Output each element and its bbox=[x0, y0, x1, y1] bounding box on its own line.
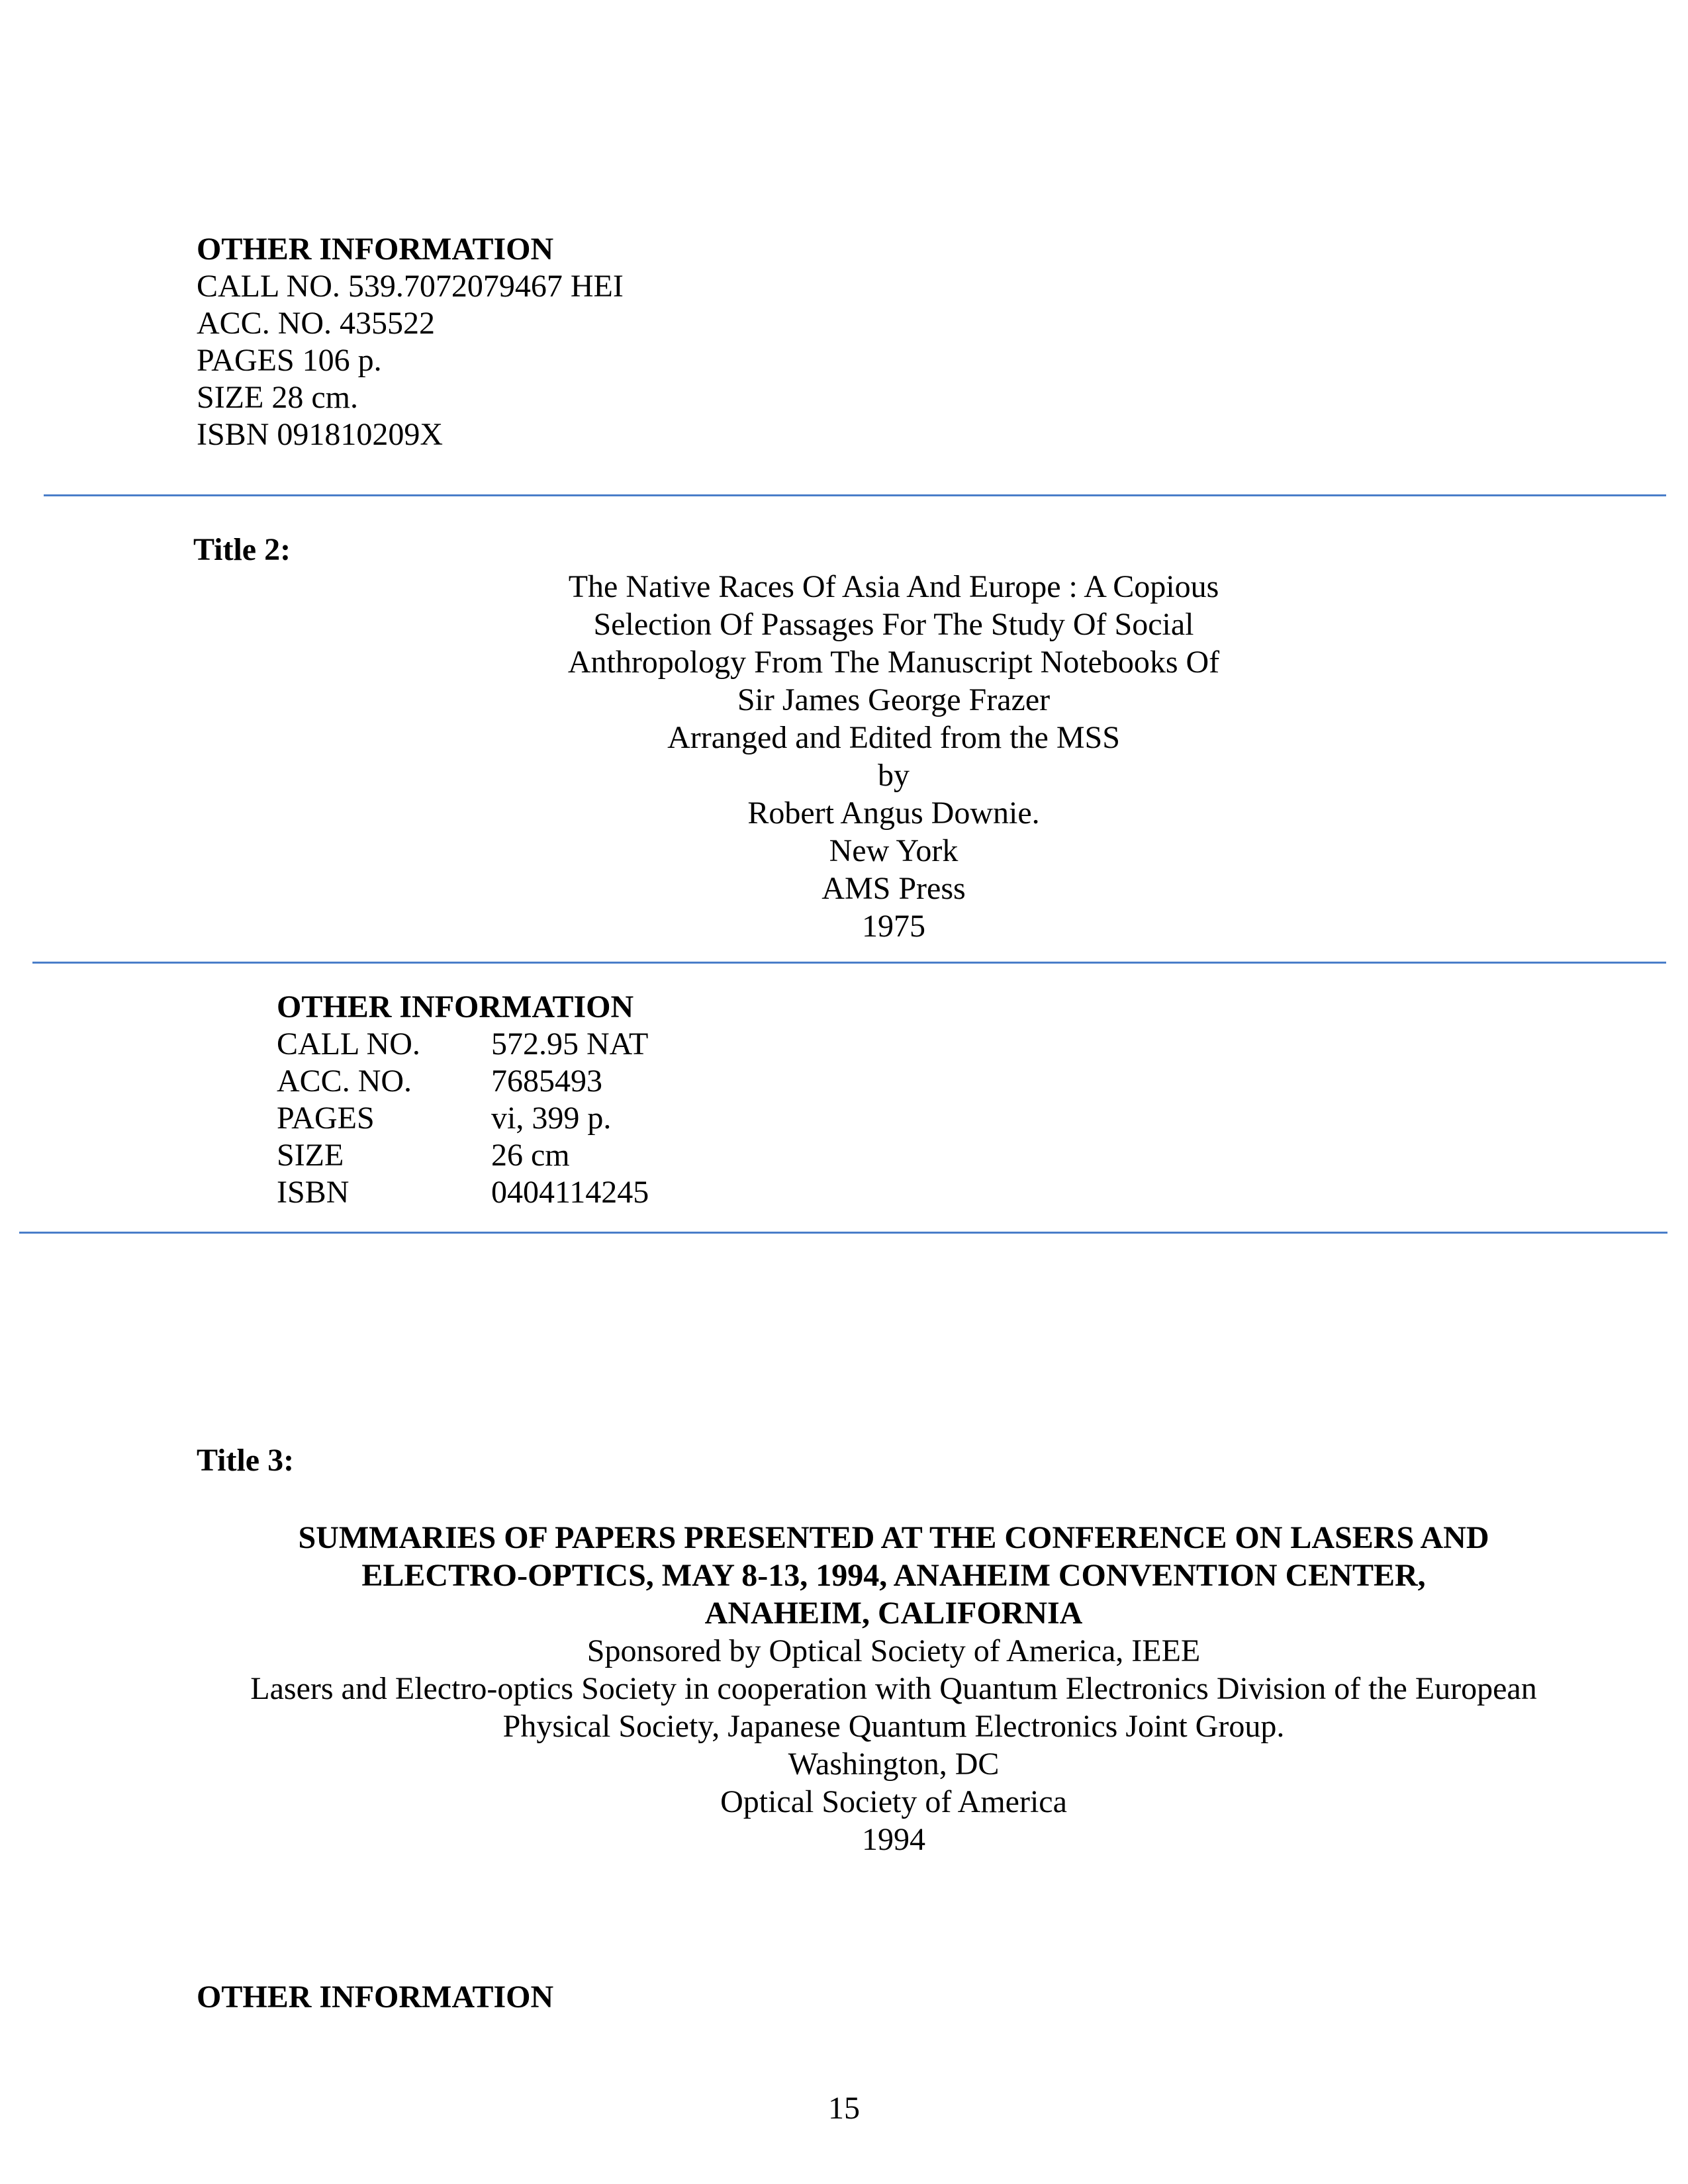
citation-line: AMS Press bbox=[821, 871, 966, 906]
info-value: 26 cm bbox=[491, 1138, 570, 1173]
pages-line: PAGES 106 p. bbox=[197, 343, 382, 378]
info-key: ACC. NO. bbox=[277, 1064, 412, 1099]
citation-line: The Native Races Of Asia And Europe : A Copious bbox=[568, 569, 1219, 604]
citation-line: Physical Society, Japanese Quantum Electronics Joint Group. bbox=[502, 1709, 1285, 1744]
info-row bbox=[277, 1063, 649, 1100]
info-row bbox=[277, 1174, 649, 1211]
citation-line: Selection Of Passages For The Study Of Social bbox=[593, 607, 1194, 642]
other-info-section-2 bbox=[277, 989, 649, 1211]
info-value: vi, 399 p. bbox=[491, 1101, 612, 1136]
info-value: 0404114245 bbox=[491, 1175, 649, 1210]
title-3-citation bbox=[149, 1519, 1638, 1858]
info-key: CALL NO. bbox=[277, 1026, 420, 1062]
info-value: 572.95 NAT bbox=[491, 1026, 649, 1062]
citation-line: New York bbox=[829, 833, 959, 868]
citation-title-line: ANAHEIM, CALIFORNIA bbox=[704, 1596, 1083, 1631]
citation-line: by bbox=[878, 758, 910, 793]
divider-rule bbox=[19, 1232, 1667, 1234]
citation-line: Sponsored by Optical Society of America, IEEE bbox=[586, 1633, 1201, 1668]
info-key: ISBN bbox=[277, 1175, 350, 1210]
citation-line: Sir James George Frazer bbox=[737, 682, 1051, 717]
size-line: SIZE 28 cm. bbox=[197, 380, 358, 415]
info-row bbox=[277, 1026, 649, 1063]
other-info-heading: OTHER INFORMATION bbox=[197, 232, 554, 267]
info-key: PAGES bbox=[277, 1101, 375, 1136]
other-info-section-1 bbox=[197, 231, 624, 453]
divider-rule bbox=[44, 494, 1666, 496]
info-value: 7685493 bbox=[491, 1064, 602, 1099]
citation-title-line: ELECTRO-OPTICS, MAY 8-13, 1994, ANAHEIM CONVENTION CENTER, bbox=[361, 1558, 1426, 1593]
call-no-line: CALL NO. 539.7072079467 HEI bbox=[197, 269, 624, 304]
title-3-label: Title 3: bbox=[197, 1443, 295, 1478]
title-2-citation bbox=[463, 568, 1324, 945]
citation-line: 1994 bbox=[862, 1822, 925, 1857]
isbn-line: ISBN 091810209X bbox=[197, 417, 444, 452]
other-info-heading: OTHER INFORMATION bbox=[277, 989, 634, 1024]
citation-line: Robert Angus Downie. bbox=[747, 796, 1040, 831]
acc-no-line: ACC. NO. 435522 bbox=[197, 306, 436, 341]
citation-line: 1975 bbox=[862, 909, 925, 944]
citation-line: Lasers and Electro-optics Society in cooperation with Quantum Electronics Division of the European bbox=[250, 1671, 1537, 1706]
citation-title-line: SUMMARIES OF PAPERS PRESENTED AT THE CONFERENCE ON LASERS AND bbox=[298, 1520, 1489, 1555]
info-key: SIZE bbox=[277, 1138, 344, 1173]
divider-rule bbox=[32, 962, 1666, 964]
citation-line: Washington, DC bbox=[788, 1747, 1000, 1782]
title-2-label: Title 2: bbox=[193, 532, 291, 567]
citation-line: Anthropology From The Manuscript Notebooks Of bbox=[567, 645, 1220, 680]
info-row bbox=[277, 1137, 649, 1174]
citation-line: Arranged and Edited from the MSS bbox=[667, 720, 1120, 755]
info-row bbox=[277, 1100, 649, 1137]
page-number: 15 bbox=[828, 2091, 860, 2126]
other-info-heading: OTHER INFORMATION bbox=[197, 1979, 554, 2015]
citation-line: Optical Society of America bbox=[720, 1784, 1067, 1819]
